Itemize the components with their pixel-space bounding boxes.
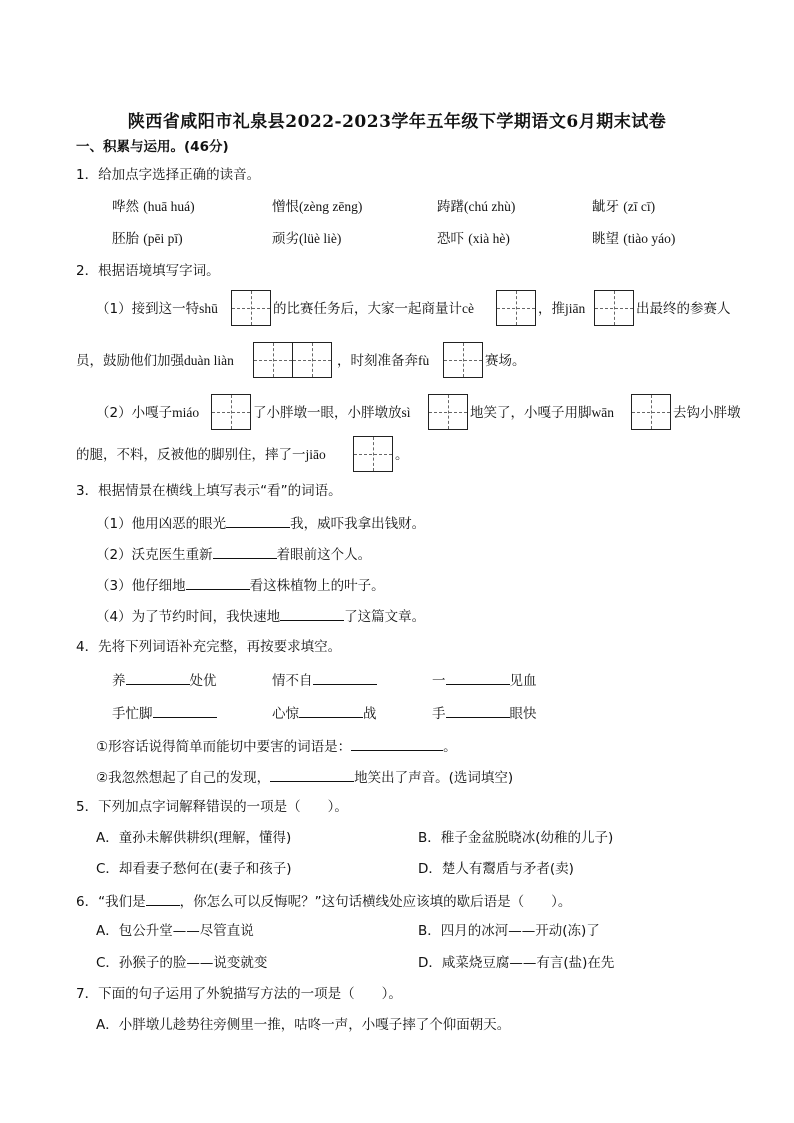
q1-item-1: 哗然 (huā huá)	[112, 199, 195, 215]
question-4-stem: 4．先将下列词语补充完整，再按要求填空。	[76, 639, 342, 655]
q2-p2-text-e: 的腿，不料，反被他的脚别住，摔了一jiāo	[76, 447, 326, 463]
answer-blank[interactable]	[280, 606, 344, 621]
q2-p1-grid-1[interactable]	[231, 290, 270, 326]
q3-item-1: （1）他用凶恶的眼光 我，威吓我拿出钱财。	[96, 513, 425, 533]
q5-option-b[interactable]: B．稚子金盆脱晓冰(幼稚的儿子)	[418, 830, 614, 846]
q5-option-d[interactable]: D．楚人有鬻盾与矛者(卖)	[418, 861, 574, 877]
q2-p1-grid-4[interactable]	[253, 342, 331, 378]
q2-p1-grid-5[interactable]	[443, 342, 482, 378]
q2-p2-grid-2[interactable]	[428, 394, 467, 430]
q2-p1-grid-2[interactable]	[496, 290, 535, 326]
q2-p1-text-d: 出最终的参赛人	[636, 301, 731, 317]
tianzige-box[interactable]	[428, 394, 468, 430]
answer-blank[interactable]	[153, 703, 217, 718]
q2-p2-grid-1[interactable]	[211, 394, 250, 430]
q2-p1-text-g: 赛场。	[485, 353, 526, 369]
q2-p2-text-c: 地笑了，小嘎子用脚wān	[470, 405, 614, 421]
answer-blank[interactable]	[313, 670, 377, 685]
tianzige-box[interactable]	[253, 342, 293, 378]
question-3-stem: 3．根据情景在横线上填写表示“看”的词语。	[76, 483, 342, 499]
q2-p2-text-b: 了小胖墩一眼，小胖墩放sì	[253, 405, 411, 421]
q2-p1-grid-3[interactable]	[594, 290, 633, 326]
q3-item-2: （2）沃克医生重新 着眼前这个人。	[96, 544, 371, 564]
question-1-stem: 1．给加点字选择正确的读音。	[76, 167, 261, 183]
q4-sub-2: ②我忽然想起了自己的发现， 地笑出了声音。(选词填空)	[96, 767, 513, 787]
answer-blank[interactable]	[226, 513, 290, 528]
q1-item-3: 踌躇(chú zhù)	[437, 199, 516, 215]
q6-option-a[interactable]: A．包公升堂——尽管直说	[96, 923, 254, 939]
answer-blank[interactable]	[186, 575, 250, 590]
q2-p1-text-e: 员，鼓励他们加强duàn liàn	[76, 353, 234, 369]
tianzige-box[interactable]	[231, 290, 271, 326]
q2-p2-grid-4[interactable]	[353, 436, 392, 472]
answer-blank[interactable]	[270, 767, 354, 782]
question-7-stem: 7．下面的句子运用了外貌描写方法的一项是（ ）。	[76, 986, 402, 1002]
answer-blank[interactable]	[351, 736, 443, 751]
tianzige-box[interactable]	[594, 290, 634, 326]
q1-item-5: 胚胎 (pēi pī)	[112, 231, 183, 247]
question-2-stem: 2．根据语境填写字词。	[76, 263, 220, 279]
q5-option-c[interactable]: C．却看妻子愁何在(妻子和孩子)	[96, 861, 292, 877]
q4-sub-1: ①形容话说得简单而能切中要害的词语是： 。	[96, 736, 457, 756]
q6-option-d[interactable]: D．咸菜烧豆腐——有言(盐)在先	[418, 955, 615, 971]
exam-title: 陕西省咸阳市礼泉县2022-2023学年五年级下学期语文6月期末试卷	[127, 112, 667, 132]
question-5-stem: 5．下列加点字词解释错误的一项是（ ）。	[76, 799, 348, 815]
q2-p1-text-f: ，时刻准备奔fù	[337, 353, 430, 369]
answer-blank[interactable]	[146, 891, 180, 906]
answer-blank[interactable]	[126, 670, 190, 685]
q4-word-4: 手忙脚	[112, 703, 217, 723]
answer-blank[interactable]	[446, 703, 510, 718]
tianzige-box[interactable]	[496, 290, 536, 326]
tianzige-box[interactable]	[292, 342, 332, 378]
tianzige-box[interactable]	[443, 342, 483, 378]
q4-word-3: 一 见血	[432, 670, 537, 690]
q2-p2-text-d: 去钩小胖墩	[673, 405, 741, 421]
q2-p1-text-b: 的比赛任务后，大家一起商量计cè	[273, 301, 474, 317]
q1-item-7: 恐吓 (xià hè)	[437, 231, 510, 247]
q4-word-6: 手 眼快	[432, 703, 537, 723]
q2-p1-text-a: （1）接到这一特shū	[96, 301, 218, 317]
q3-item-3: （3）他仔细地 看这株植物上的叶子。	[96, 575, 385, 595]
q1-item-4: 龇牙 (zī cī)	[592, 199, 656, 215]
q4-word-5: 心惊 战	[272, 703, 377, 723]
q4-word-1: 养 处优	[112, 670, 217, 690]
question-6-stem: 6．“我们是 ，你怎么可以反悔呢？”这句话横线处应该填的歇后语是（ ）。	[76, 891, 571, 911]
q2-p2-text-a: （2）小嘎子miáo	[96, 405, 200, 421]
q2-p2-text-f: 。	[395, 447, 409, 463]
q6-option-b[interactable]: B．四月的冰河——开动(冻)了	[418, 923, 600, 939]
answer-blank[interactable]	[446, 670, 510, 685]
tianzige-box[interactable]	[353, 436, 393, 472]
q5-option-a[interactable]: A．童孙未解供耕织(理解，懂得)	[96, 830, 292, 846]
tianzige-box[interactable]	[211, 394, 251, 430]
q1-item-6: 顽劣(lüè liè)	[272, 231, 342, 247]
q4-word-2: 情不自	[272, 670, 377, 690]
answer-blank[interactable]	[213, 544, 277, 559]
q1-item-2: 憎恨(zèng zēng)	[272, 199, 363, 215]
q2-p2-grid-3[interactable]	[631, 394, 670, 430]
q2-p1-text-c: ，推jiān	[538, 301, 586, 317]
q1-item-8: 眺望 (tiào yáo)	[592, 231, 676, 247]
tianzige-box[interactable]	[631, 394, 671, 430]
q7-option-a[interactable]: A．小胖墩儿趁势往旁侧里一推，咕咚一声，小嘎子摔了个仰面朝天。	[96, 1017, 511, 1033]
q3-item-4: （4）为了节约时间，我快速地 了这篇文章。	[96, 606, 425, 626]
section-heading: 一、积累与运用。(46分)	[76, 139, 229, 155]
answer-blank[interactable]	[299, 703, 363, 718]
q6-option-c[interactable]: C．孙猴子的脸——说变就变	[96, 955, 268, 971]
